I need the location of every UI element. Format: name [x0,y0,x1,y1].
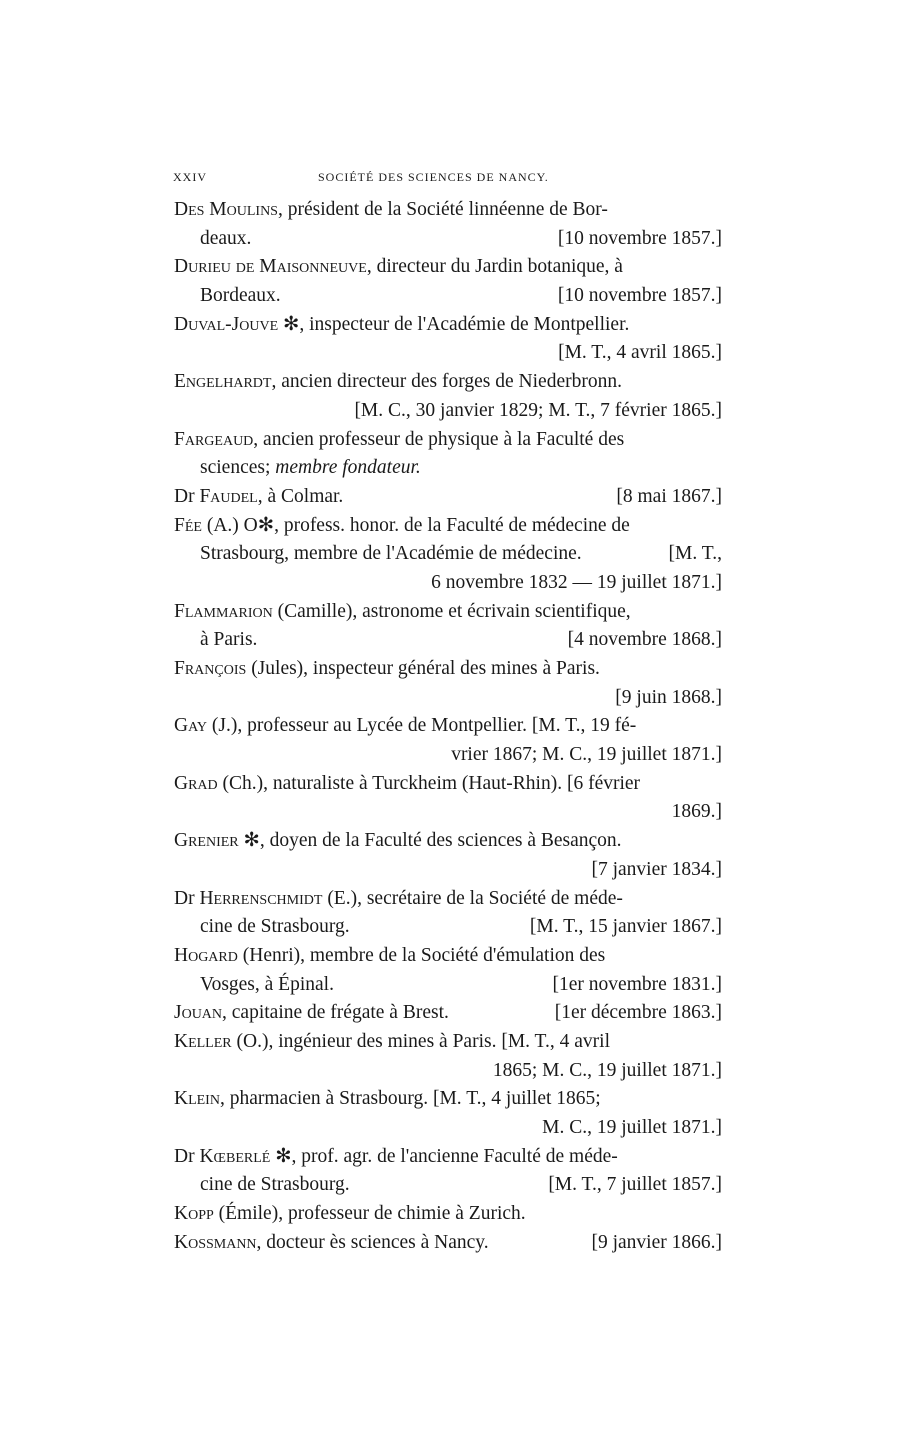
entry-line-main [200,626,257,655]
entry-line [174,1057,722,1086]
admission-date: [M. T., [668,543,722,565]
member-name: Kopp [174,1203,214,1225]
member-name: Grad [174,772,218,794]
member-description: , pharmacien à Strasbourg. [M. T., 4 juillet 1865; [219,1088,601,1110]
entry-line-main [174,1143,618,1172]
entry-line [174,655,722,684]
entry-line [174,569,722,598]
member-name: Flammarion [174,600,273,622]
page-header [173,170,721,192]
admission-date: [7 janvier 1834.] [591,858,722,880]
entry-line-main [174,1085,601,1114]
member-description: (Camille), astronome et écrivain scientifique, [272,600,631,622]
member-entry [174,770,722,827]
admission-date: [M. C., 30 janvier 1829; M. T., 7 février 1865.] [354,399,722,421]
member-description: (Ch.), naturaliste à Turckheim (Haut-Rhin). [6 février [217,772,641,794]
member-entry [174,1028,722,1085]
admission-date: vrier 1867; M. C., 19 juillet 1871.] [451,744,722,766]
member-entry [174,426,722,483]
admission-date: [M. T., 4 avril 1865.] [558,342,722,364]
entry-line [174,282,722,311]
member-entry [174,655,722,712]
entry-line [174,999,722,1028]
entry-line-main [174,655,600,684]
entry-line-main [174,253,623,282]
entry-line-main [174,999,449,1028]
member-name: Jouan [174,1002,223,1024]
entry-line-main [174,885,623,914]
entry-line-main [174,1200,526,1229]
member-description: , capitaine de frégate à Brest. [222,1002,449,1024]
entry-line [174,1200,722,1229]
member-entry [174,483,722,512]
member-role: membre fondateur. [275,457,421,479]
admission-date: [1er décembre 1863.] [554,1002,722,1024]
title-prefix: Dr [174,887,200,909]
member-description: , président de la Société linnéenne de Bor- [277,199,608,220]
member-name: Des Moulins [174,199,278,220]
admission-date: 1869.] [671,801,722,823]
admission-date: [M. T., 7 juillet 1857.] [548,1174,722,1196]
page-number: XXIV [173,170,207,184]
entry-line [174,368,722,397]
member-name: Duval-Jouve [174,313,279,335]
member-entry [174,885,722,942]
member-name: Hogard [174,944,238,966]
entry-line [174,1085,722,1114]
entry-line [174,856,722,885]
entry-line [174,971,722,1000]
member-name: Keller [174,1030,232,1052]
member-entry [174,368,722,425]
entry-line-main [174,368,622,397]
member-description: , ancien professeur de physique à la Faculté des [253,428,625,450]
entry-line-main [200,1171,350,1200]
entry-line-main [174,512,630,541]
member-name: Fée [174,514,202,536]
admission-date: [9 janvier 1866.] [591,1231,722,1253]
member-description: , à Colmar. [257,485,344,507]
entry-line [174,454,722,483]
entry-line [174,1229,722,1258]
admission-date: [M. T., 15 janvier 1867.] [529,916,722,938]
entry-line-main [174,426,624,455]
entry-line-main [200,454,421,483]
member-entry [174,1229,722,1258]
member-name: Klein [174,1088,220,1110]
member-entry [174,999,722,1028]
entry-line [174,684,722,713]
continuation-text: Vosges, à Épinal. [200,973,334,995]
entry-line [174,885,722,914]
entry-line [174,741,722,770]
entry-line [174,196,722,225]
member-description: (E.), secrétaire de la Société de méde- [322,887,623,909]
entry-line-main [200,540,582,569]
admission-date: [8 mai 1867.] [616,485,722,507]
member-entry [174,712,722,769]
member-name: Gay [174,715,208,737]
continuation-text: sciences; [200,457,276,479]
admission-date: 1865; M. C., 19 juillet 1871.] [492,1059,722,1081]
admission-date: 6 novembre 1832 — 19 juillet 1871.] [431,571,722,593]
member-description: (Jules), inspecteur général des mines à Paris. [246,658,600,679]
entry-line-main [200,913,350,942]
member-list [174,196,722,1257]
member-description: , directeur du Jardin botanique, à [366,256,623,278]
entry-line [174,397,722,426]
entry-line-main [200,225,251,254]
entry-line [174,483,722,512]
member-entry [174,827,722,884]
member-name: Herrenschmidt [199,887,323,909]
admission-date: [10 novembre 1857.] [557,227,722,249]
entry-line [174,1028,722,1057]
entry-line-main [174,598,631,627]
member-name: Engelhardt [174,371,272,393]
member-entry [174,942,722,999]
member-entry [174,1200,722,1229]
entry-line [174,339,722,368]
entry-line [174,1143,722,1172]
running-title: SOCIÉTÉ DES SCIENCES DE NANCY. [318,170,549,184]
member-description: (Émile), professeur de chimie à Zurich. [213,1203,526,1225]
entry-line-main [200,971,334,1000]
entry-line [174,626,722,655]
entry-line [174,942,722,971]
entry-line-main [174,196,608,225]
admission-date: [9 juin 1868.] [615,686,722,708]
member-entry [174,253,722,310]
member-entry [174,512,722,598]
entry-line-main [174,827,622,856]
member-entry [174,598,722,655]
entry-line-main [174,770,640,799]
entry-line [174,770,722,799]
member-entry [174,196,722,253]
entry-line [174,512,722,541]
member-name: François [174,658,247,679]
entry-line-main [174,942,605,971]
member-entry [174,1085,722,1142]
member-description: ✻, prof. agr. de l'ancienne Faculté de méde- [270,1145,618,1167]
entry-line-main [174,1028,610,1057]
member-description: , docteur ès sciences à Nancy. [256,1231,489,1253]
entry-line [174,598,722,627]
member-description: (Henri), membre de la Société d'émulation des [237,944,606,966]
member-description: , ancien directeur des forges de Niederbronn. [271,371,622,393]
entry-line-main [174,1229,489,1258]
member-name: Kœberlé [199,1145,271,1167]
entry-line [174,311,722,340]
entry-line-main [174,712,636,741]
continuation-text: Strasbourg, membre de l'Académie de médecine. [200,543,582,565]
member-entry [174,1143,722,1200]
entry-line [174,253,722,282]
admission-date: [4 novembre 1868.] [567,629,722,651]
entry-line [174,913,722,942]
continuation-text: deaux. [200,227,252,249]
member-name: Grenier [174,830,239,852]
member-entry [174,311,722,368]
member-description: (O.), ingénieur des mines à Paris. [M. T., 4 avril [231,1030,611,1052]
member-name: Fargeaud [174,428,254,450]
member-name: Faudel [199,485,258,507]
continuation-text: cine de Strasbourg. [200,1174,350,1196]
entry-line [174,712,722,741]
title-prefix: Dr [174,485,200,507]
entry-line-main [200,282,281,311]
entry-line [174,827,722,856]
admission-date: M. C., 19 juillet 1871.] [542,1117,722,1138]
member-name: Kossmann [174,1231,257,1253]
continuation-text: cine de Strasbourg. [200,916,350,938]
entry-line [174,1171,722,1200]
entry-line-main [174,483,343,512]
title-prefix: Dr [174,1145,200,1167]
member-description: ✻, inspecteur de l'Académie de Montpellier. [278,313,630,335]
admission-date: [1er novembre 1831.] [552,973,722,995]
member-name: Durieu de Maisonneuve [174,256,367,278]
entry-line [174,225,722,254]
member-description: (J.), professeur au Lycée de Montpellier. [M. T., 19 fé- [207,715,637,737]
entry-line-main [174,311,629,340]
member-description: (A.) O✻, profess. honor. de la Faculté de médecine de [201,514,630,536]
entry-line [174,426,722,455]
continuation-text: à Paris. [200,629,258,651]
continuation-text: Bordeaux. [200,285,281,307]
admission-date: [10 novembre 1857.] [557,285,722,307]
entry-line [174,1114,722,1143]
entry-line [174,540,722,569]
member-description: ✻, doyen de la Faculté des sciences à Besançon. [238,830,622,852]
entry-line [174,798,722,827]
